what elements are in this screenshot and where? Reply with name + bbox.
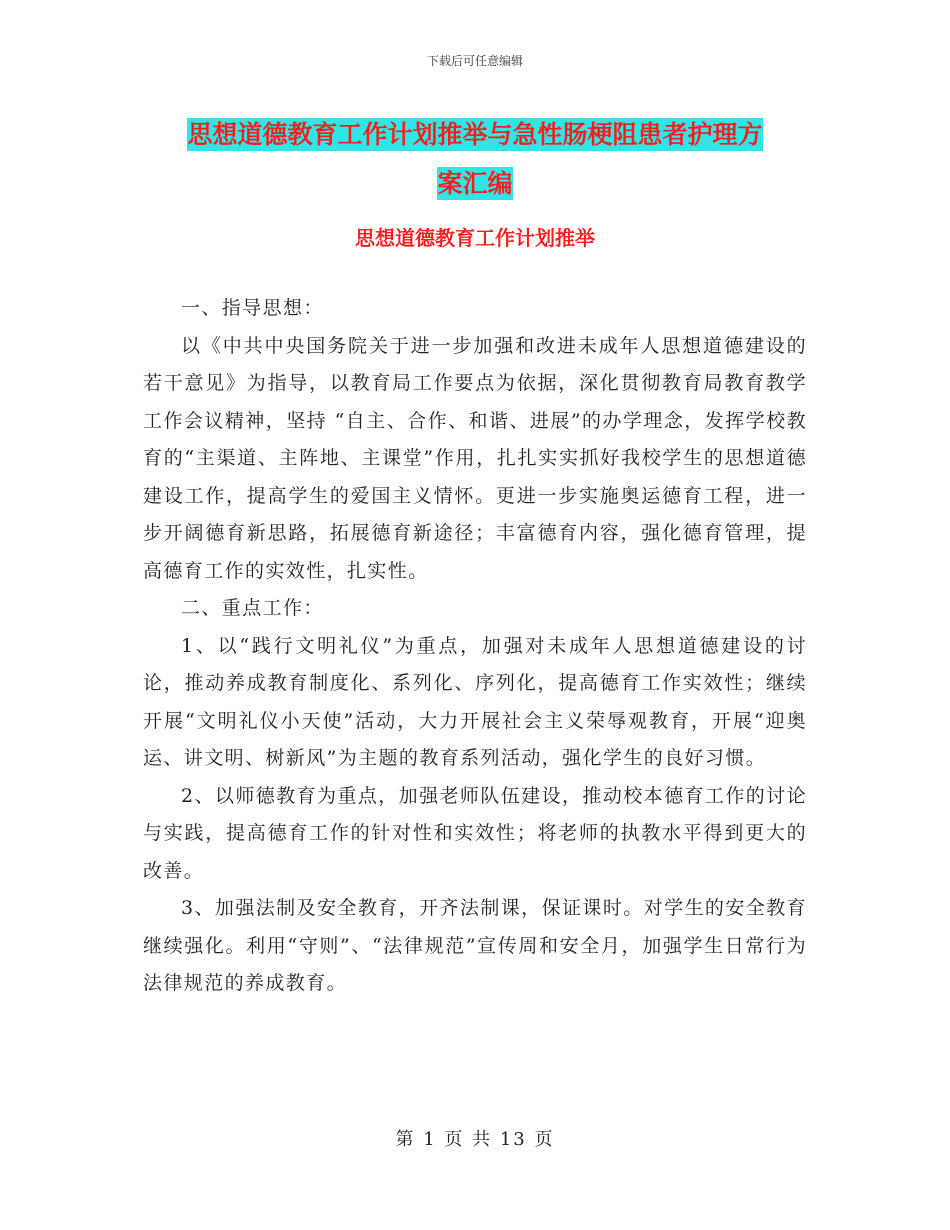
paragraph-key-work-2: 2、以师德教育为重点，加强老师队伍建设，推动校本德育工作的讨论与实践，提高德育工作的针对性和实效性；将老师的执教水平得到更大的改善。 — [143, 784, 807, 882]
paragraph-guiding-thought: 以《中共中央国务院关于进一步加强和改进未成年人思想道德建设的若干意见》为指导，以教育局工作要点为依据，深化贯彻教育局教育教学工作会议精神，坚持 “自主、合作、和谐、进展”的办学理念，发挥学校教育的“主渠道、主阵地、主课堂”作用，扎扎实实抓好我校学生的思想道德建设工作，提高学生的爱国主义情怀。更进一步实施奥运德育工程，进一步开阔德育新思路，拓展德育新途径；丰富德育内容，强化德育管理，提高德育工作的实效性，扎实性。 — [143, 334, 807, 582]
document-body — [143, 290, 807, 1003]
paragraph-heading-guiding-thought: 一、指导思想： — [181, 297, 324, 319]
paragraph-key-work-1: 1、以“践行文明礼仪”为重点，加强对未成年人思想道德建设的讨论，推动养成教育制度化、系列化、序列化，提高德育工作实效性；继续开展“文明礼仪小天使”活动，大力开展社会主义荣辱观教育，开展“迎奥运、讲文明、树新风”为主题的教育系列活动，强化学生的良好习惯。 — [143, 634, 807, 769]
page-number-footer: 第 1 页 共 13 页 — [395, 1129, 555, 1150]
section-title: 思想道德教育工作计划推举 — [355, 226, 595, 250]
document-title-line-2: 案汇编 — [437, 169, 513, 198]
paragraph-heading-key-work: 二、重点工作： — [181, 597, 324, 619]
header-note: 下载后可任意编辑 — [426, 54, 523, 68]
paragraph-key-work-3: 3、加强法制及安全教育，开齐法制课，保证课时。对学生的安全教育继续强化。利用“守则”、“法律规范”宣传周和安全月，加强学生日常行为法律规范的养成教育。 — [143, 897, 807, 994]
document-title — [140, 110, 810, 208]
document-title-line-1: 思想道德教育工作计划推举与急性肠梗阻患者护理方 — [187, 120, 763, 149]
